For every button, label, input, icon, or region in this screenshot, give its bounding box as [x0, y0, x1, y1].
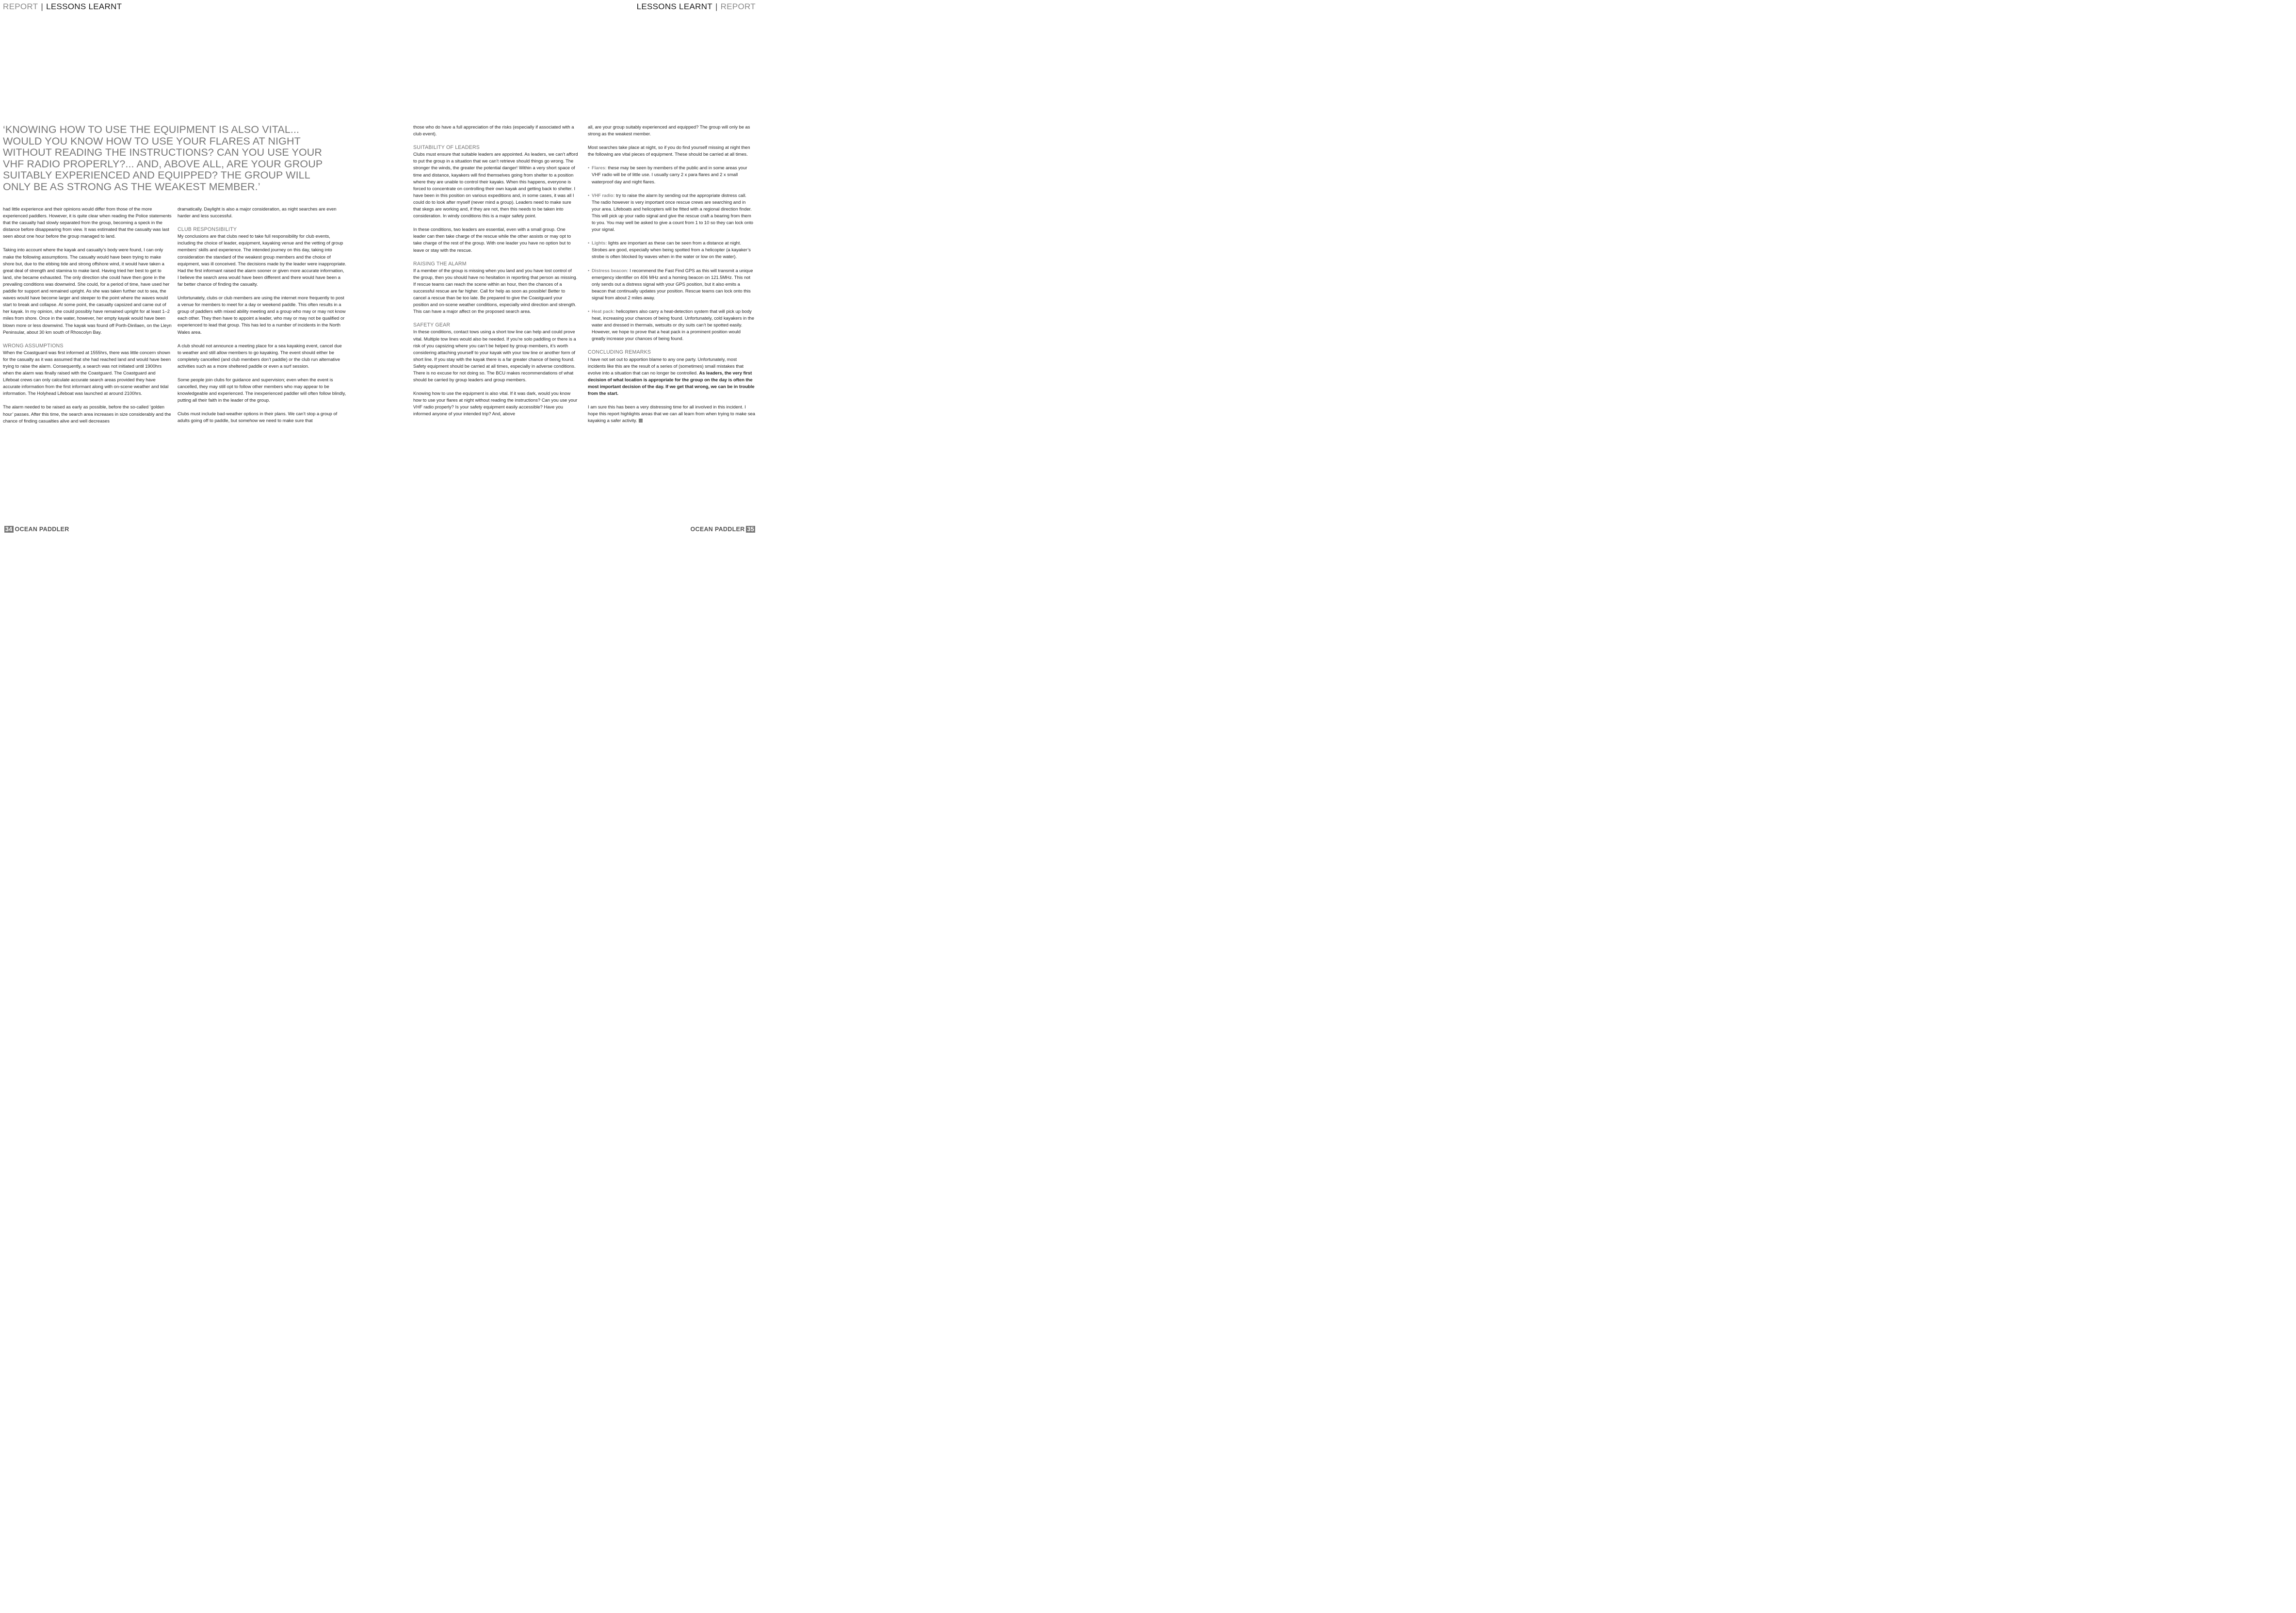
bullet-icon: • [588, 192, 590, 198]
running-head-right [637, 2, 756, 12]
magazine-name: OCEAN PADDLER [15, 526, 69, 533]
list-item-text: these may be seen by members of the public and in some areas your VHF radio will be of little use. I usually carry 2 x para flares and 2 x small waterproof day and night flares. [592, 165, 747, 184]
subheading-club-responsibility: CLUB RESPONSIBILITY [178, 227, 237, 233]
paragraph: Knowing how to use the equipment is also vital. If it was dark, would you know how to use your flares at night without reading the instructions? Can you use your VHF radio properly? Is your safety equipment easily accessible? Have you informed anyone of your intended trip? And, above [413, 391, 578, 417]
paragraph: all, are your group suitably experienced and equipped? The group will only be as strong as the weakest member. [588, 124, 750, 137]
list-item [588, 164, 755, 185]
magazine-name: OCEAN PADDLER [690, 526, 745, 533]
divider: | [715, 2, 718, 11]
paragraph: Some people join clubs for guidance and supervision; even when the event is cancelled, they may still opt to follow other members who may appear to be knowledgeable and experienced. The inexperienced paddler will often follow blindly, putting all their faith in the leader of the group. [178, 376, 346, 403]
list-item-term: Lights: [592, 240, 607, 246]
paragraph: Clubs must ensure that suitable leaders are appointed. As leaders, we can’t afford to put the group in a situation that we can’t retrieve should things go wrong. The stronger the winds, the greater the potential danger! Within a very short space of time and distance, kayakers will find themselves going from shelter to a position where they are unable to control their kayaks. When this happens, everyone is forced to concentrate on controlling their own kayak and getting back to shelter. I have been in this position on various expeditions and, in some cases, it was all I could do to look after myself (never mind a group). Leaders need to make sure that skegs are working and, if they are not, then this needs to be taken into consideration. In windy conditions this is a major safety point. [413, 151, 578, 219]
page-number: 35 [747, 526, 754, 533]
bullet-icon: • [588, 240, 590, 246]
paragraph: Clubs must include bad-weather options in their plans. We can’t stop a group of adults going off to paddle, but somehow we need to make sure that [178, 411, 338, 424]
bullet-icon: • [588, 308, 590, 314]
subheading-raising-the-alarm: RAISING THE ALARM [413, 261, 467, 267]
list-item-text: try to raise the alarm by sending out the appropriate distress call. The radio however is very important once rescue crews are searching and in your area. Lifeboats and helicopters will be fitted with a regional direction finder. This will pick up your radio signal and give the rescue craft a bearing from them to you. You may well be asked to give a count from 1 to 10 so they can lock onto your signal. [592, 192, 754, 232]
paragraph-text: I have not set out to apportion blame to any one party. Unfortunately, most incidents like this are the result of a series of (sometimes) small mistakes that evolve into a situation that can no longer be controlled. [588, 356, 744, 375]
list-item [588, 267, 755, 301]
paragraph: had little experience and their opinions would differ from those of the more experienced paddlers. However, it is quite clear when reading the Police statements that the casualty had slowly separated from the group, becoming a speck in the distance before disappearing from view. It was estimated that the casualty was last seen about one hour before the group managed to land. [3, 206, 172, 239]
list-item-term: VHF radio: [592, 192, 615, 198]
page-number: 34 [5, 526, 13, 533]
folio-right [690, 526, 757, 533]
section-label: REPORT [720, 2, 756, 11]
equipment-list [588, 164, 755, 342]
paragraph: Unfortunately, clubs or club members are using the internet more frequently to post a venue for members to meet for a day or weekend paddle. This often results in a group of paddlers with mixed ability meeting and a group who may or may not know each other. They then have to appoint a leader, who may or may not be qualified or experienced to lead that group. This has led to a number of incidents in the North Wales area. [178, 295, 346, 335]
paragraph: those who do have a full appreciation of the risks (especially if associated with a club event). [413, 124, 574, 137]
paragraph [588, 404, 755, 424]
paragraph [588, 356, 755, 397]
subheading-suitability-of-leaders: SUITABILITY OF LEADERS [413, 145, 480, 151]
body-column-3 [413, 124, 578, 424]
bullet-icon: • [588, 165, 590, 171]
folio-left [3, 526, 69, 533]
body-column-2 [178, 206, 346, 431]
subheading-wrong-assumptions: WRONG ASSUMPTIONS [3, 342, 64, 349]
list-item [588, 240, 755, 260]
list-item-text: I recommend the Fast Find GPS as this will transmit a unique emergency identifier on 406 MHz and a homing beacon on 121.5MHz. This not only sends out a distress signal with your GPS position, but it also emits a beacon that continually updates your position. Rescue teams can lock onto this signal from about 2 miles away. [592, 267, 753, 300]
paragraph: If a member of the group is missing when you land and you have lost control of the group, then you should have no hesitation in reporting that person as missing. If rescue teams can reach the scene within an hour, then the chances of a successful rescue are far higher. Call for help as soon as possible! Better to cancel a rescue than be too late. Be prepared to give the Coastguard your position and on-scene weather conditions, especially wind direction and strength. This can have a major affect on the proposed search area. [413, 267, 578, 314]
paragraph: dramatically. Daylight is also a major consideration, as night searches are even harder and less successful. [178, 206, 337, 219]
report-title: LESSONS LEARNT [636, 2, 712, 11]
paragraph: A club should not announce a meeting place for a sea kayaking event, cancel due to weather and still allow members to go kayaking. The event should either be completely cancelled (and club members don’t paddle) or the club run alternative activities such as a more sheltered paddle or even a surf session. [178, 342, 342, 369]
paragraph-emphasis: As leaders, the very first decision of what location is appropriate for the group on the day is often the most important decision of the day. If we get that wrong, we can be in trouble from the start. [588, 370, 755, 396]
paragraph: When the Coastguard was first informed at 1555hrs, there was little concern shown for the casualty as it was assumed that she had reached land and would have been trying to raise the alarm. Consequently, a search was not initiated until 1900hrs when the alarm was finally raised with the Coastguard. The Coastguard and Lifeboat crews can only calculate accurate search areas provided they have accurate information from the first informant along with on-scene weather and tidal information. The Holyhead Lifeboat was launched at around 2100hrs. [3, 349, 171, 396]
list-item-term: Flares: [592, 165, 607, 171]
list-item-term: Heat pack: [592, 308, 615, 314]
subheading-concluding-remarks: CONCLUDING REMARKS [588, 349, 651, 356]
end-of-article-icon [639, 419, 643, 423]
paragraph-text: I am sure this has been a very distressing time for all involved in this incident. I hope this report highlights areas that we can all learn from when trying to make sea kayaking a safer activity. [588, 404, 755, 424]
body-column-1 [3, 206, 172, 431]
body-column-4 [588, 124, 755, 431]
paragraph: The alarm needed to be raised as early as possible, before the so-called ‘golden hour’ passes. After this time, the search area increases in size considerably and the chance of finding casualties alive and well decreases [3, 404, 171, 424]
paragraph: In these conditions, contact tows using a short tow line can help and could prove vital. Multiple tow lines would also be needed. If you’re solo paddling or there is a risk of you capsizing where you can’t be helped by group members, it’s worth considering attaching yourself to your kayak with your tow line or another form of short line. If you stay with the kayak there is a far greater chance of being found. Safety equipment should be carried at all times, especially in adverse conditions. There is no excuse for not doing so. The BCU makes recommendations of what should be carried by group leaders and group members. [413, 329, 576, 383]
list-item-text: lights are important as these can be seen from a distance at night. Strobes are good, especially when being spotted from a helicopter (a kayaker’s strobe is often blocked by waves when in the water or low on the water). [592, 240, 751, 260]
paragraph: My conclusions are that clubs need to take full responsibility for club events, including the choice of leader, equipment, kayaking venue and the vetting of group members’ skills and experience. The intended journey on this day, taking into consideration the standard of the weakest group members and the choice of equipment, was ill conceived. The decisions made by the leader were inappropriate. Had the first informant raised the alarm sooner or given more accurate information, I believe the search area would have been different and there would have been a far better chance of finding the casualty. [178, 233, 346, 287]
subheading-safety-gear: SAFETY GEAR [413, 322, 451, 328]
list-item [588, 192, 755, 233]
paragraph: In these conditions, two leaders are essential, even with a small group. One leader can then take charge of the rescue while the other assists or may opt to take charge of the rest of the group. With one leader you have no option but to leave or stay with the rescue. [413, 227, 571, 253]
paragraph: Taking into account where the kayak and casualty’s body were found, I can only make the following assumptions. The casualty would have been trying to make shore but, due to the ebbing tide and strong offshore wind, it would have taken a great deal of strength and stamina to make land. Having tried her best to get to land, she became exhausted. The only direction she could have then gone in the prevailing conditions was downwind. She could, for a period of time, have used her paddle for support and remained upright. As she was taken further out to sea, the waves would have become larger and steeper to the point where the waves would start to break and collapse. At some point, the casualty capsized and came out of her kayak. In my opinion, she could possibly have remained upright for at least 1–2 miles from shore. Once in the water, however, her empty kayak would have been blown more or less downwind. The kayak was found off Porth-Dinllaen, on the Lleyn Peninsular, about 30 km south of Rhoscolyn Bay. [3, 247, 172, 335]
list-item [588, 308, 755, 342]
paragraph: Most searches take place at night, so if you do find yourself missing at night then the following are vital pieces of equipment. These should be carried at all times. [588, 145, 750, 157]
pull-quote: ‘KNOWING HOW TO USE THE EQUIPMENT IS ALSO VITAL... WOULD YOU KNOW HOW TO USE YOUR FLARES AT NIGHT WITHOUT READING THE INSTRUCTIONS? CAN YOU USE YOUR VHF RADIO PROPERLY?... AND, ABOVE ALL, ARE YOUR GROUP SUITABLY EXPERIENCED AND EQUIPPED? THE GROUP WILL ONLY BE AS STRONG AS THE WEAKEST MEMBER.’ [3, 124, 323, 193]
report-title: LESSONS LEARNT [46, 2, 122, 11]
list-item-term: Distress beacon: [592, 267, 629, 273]
section-label: REPORT [3, 2, 38, 11]
running-head-left [3, 2, 122, 12]
divider: | [41, 2, 44, 11]
bullet-icon: • [588, 267, 590, 273]
list-item-text: helicopters also carry a heat-detection system that will pick up body heat, increasing your chances of being found. Unfortunately, cold kayakers in the water and dressed in thermals, wetsuits or dry suits can’t be spotted easily. However, we hope to prove that a heat pack in a prominent position would greatly increase your chances of being found. [592, 308, 754, 342]
